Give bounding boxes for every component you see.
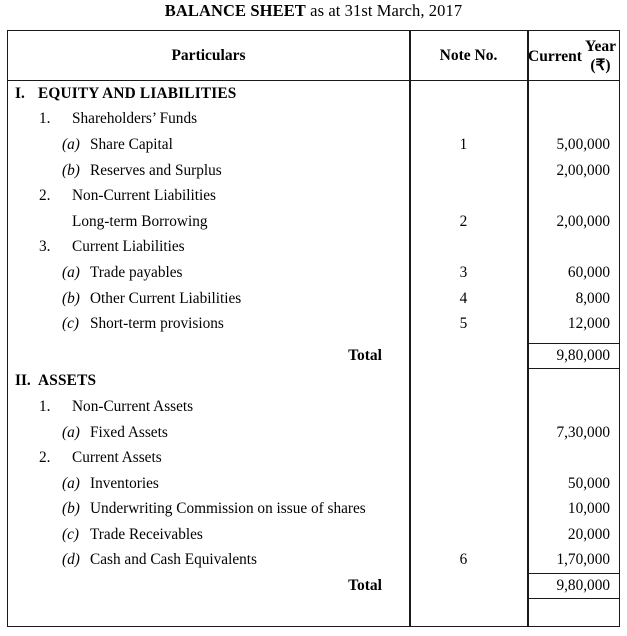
row-number: 1. <box>39 397 51 415</box>
note-cell <box>410 107 527 133</box>
row-letter: (c) <box>62 315 79 333</box>
table-row <box>8 286 619 312</box>
header-note-no: Note No. <box>439 47 498 64</box>
page-title <box>0 1 627 21</box>
particulars-cell <box>8 497 409 523</box>
table-row <box>8 107 619 133</box>
note-cell: 5 <box>459 315 468 333</box>
note-cell <box>410 343 527 369</box>
amount-cell: 60,000 <box>567 263 610 281</box>
table-row <box>8 394 619 420</box>
table-row <box>8 132 619 158</box>
particulars-cell <box>8 311 409 337</box>
row-label: Non-Current Liabilities <box>72 187 217 205</box>
particulars-cell <box>8 286 409 312</box>
row-letter: (c) <box>62 525 79 543</box>
row-number: 1. <box>39 110 51 128</box>
amount-cell: 5,00,000 <box>556 135 610 153</box>
table-row <box>8 209 619 235</box>
row-label: Long-term Borrowing <box>72 212 208 230</box>
table-row <box>8 158 619 184</box>
table-row <box>8 260 619 286</box>
row-letter: (b) <box>62 289 80 307</box>
note-cell <box>410 445 527 471</box>
row-label: Inventories <box>90 474 159 492</box>
amount-cell: 2,00,000 <box>556 212 610 230</box>
row-label: Trade Receivables <box>90 525 203 543</box>
amount-cell <box>528 369 619 395</box>
amount-cell: 10,000 <box>567 500 610 518</box>
row-label: Short-term provisions <box>90 315 224 333</box>
balance-sheet-table <box>7 30 620 627</box>
section-heading-row <box>8 369 619 395</box>
note-cell: 6 <box>459 551 468 569</box>
row-label: Shareholders’ Funds <box>72 110 198 128</box>
particulars-cell <box>8 107 409 133</box>
particulars-cell <box>8 394 409 420</box>
table-body <box>8 81 619 626</box>
row-label: Underwriting Commission on issue of shares <box>90 500 366 518</box>
total-amount: 9,80,000 <box>528 343 619 369</box>
section-heading-row <box>8 81 619 107</box>
header-current-year-line2: Year (₹) <box>584 38 616 74</box>
section-numeral: II. <box>15 372 31 390</box>
amount-cell <box>528 183 619 209</box>
table-header-row <box>8 31 619 81</box>
row-letter: (a) <box>62 423 80 441</box>
amount-cell: 12,000 <box>567 315 610 333</box>
row-letter: (a) <box>62 474 80 492</box>
row-label: Fixed Assets <box>90 423 168 441</box>
note-cell: 3 <box>459 263 468 281</box>
note-cell <box>410 471 527 497</box>
particulars-cell <box>8 445 409 471</box>
table-row <box>8 522 619 548</box>
row-number: 3. <box>39 238 51 256</box>
amount-cell: 7,30,000 <box>556 423 610 441</box>
row-label: Current Assets <box>72 449 162 467</box>
note-cell: 2 <box>459 212 468 230</box>
page-title-bold: BALANCE SHEET <box>164 1 306 20</box>
table-row <box>8 235 619 261</box>
header-current-year <box>528 31 619 81</box>
particulars-cell <box>8 522 409 548</box>
header-particulars: Particulars <box>171 47 246 64</box>
amount-cell <box>528 445 619 471</box>
row-label: Reserves and Surplus <box>90 161 222 179</box>
table-row <box>8 497 619 523</box>
particulars-cell <box>8 369 409 395</box>
total-row-liabilities <box>8 343 619 369</box>
amount-cell <box>528 235 619 261</box>
amount-cell <box>528 81 619 107</box>
amount-cell: 2,00,000 <box>556 161 610 179</box>
amount-cell: 20,000 <box>567 525 610 543</box>
particulars-cell <box>8 209 409 235</box>
row-label: Cash and Cash Equivalents <box>90 551 257 569</box>
particulars-cell <box>8 235 409 261</box>
row-label: Trade payables <box>90 263 183 281</box>
note-cell <box>410 158 527 184</box>
total-label: Total <box>348 346 382 364</box>
note-cell <box>410 235 527 261</box>
row-letter: (d) <box>62 551 80 569</box>
row-label: Other Current Liabilities <box>90 289 242 307</box>
amount-cell <box>528 394 619 420</box>
note-cell <box>410 183 527 209</box>
page-title-rest: as at 31st March, 2017 <box>305 1 463 20</box>
particulars-cell <box>8 158 409 184</box>
particulars-cell <box>8 260 409 286</box>
total-label: Total <box>348 577 382 595</box>
particulars-cell <box>8 471 409 497</box>
particulars-cell <box>8 132 409 158</box>
row-label: Current Liabilities <box>72 238 185 256</box>
note-cell <box>410 394 527 420</box>
table-row <box>8 445 619 471</box>
row-letter: (a) <box>62 135 80 153</box>
row-number: 2. <box>39 187 51 205</box>
note-cell <box>410 522 527 548</box>
row-number: 2. <box>39 449 51 467</box>
section-heading-label: ASSETS <box>38 372 97 390</box>
note-cell <box>410 420 527 446</box>
note-cell <box>410 573 527 599</box>
particulars-cell <box>8 420 409 446</box>
particulars-cell <box>8 81 409 107</box>
section-numeral: I. <box>15 84 25 102</box>
amount-cell <box>528 107 619 133</box>
table-row <box>8 471 619 497</box>
note-cell: 4 <box>459 289 468 307</box>
section-heading-label: EQUITY AND LIABILITIES <box>38 84 237 102</box>
header-current-year-line1: Current <box>528 47 582 65</box>
table-row <box>8 311 619 337</box>
row-label: Non-Current Assets <box>72 397 194 415</box>
particulars-cell <box>8 183 409 209</box>
note-cell: 1 <box>459 135 468 153</box>
amount-cell: 8,000 <box>575 289 610 307</box>
total-row-assets <box>8 573 619 599</box>
table-row <box>8 183 619 209</box>
row-letter: (a) <box>62 263 80 281</box>
particulars-cell <box>8 548 409 574</box>
note-cell <box>410 497 527 523</box>
note-cell <box>410 81 527 107</box>
total-amount: 9,80,000 <box>528 573 619 599</box>
row-label: Share Capital <box>90 135 173 153</box>
table-row <box>8 548 619 574</box>
row-letter: (b) <box>62 161 80 179</box>
row-letter: (b) <box>62 500 80 518</box>
amount-cell: 1,70,000 <box>556 551 610 569</box>
amount-cell: 50,000 <box>567 474 610 492</box>
note-cell <box>410 369 527 395</box>
table-row <box>8 420 619 446</box>
